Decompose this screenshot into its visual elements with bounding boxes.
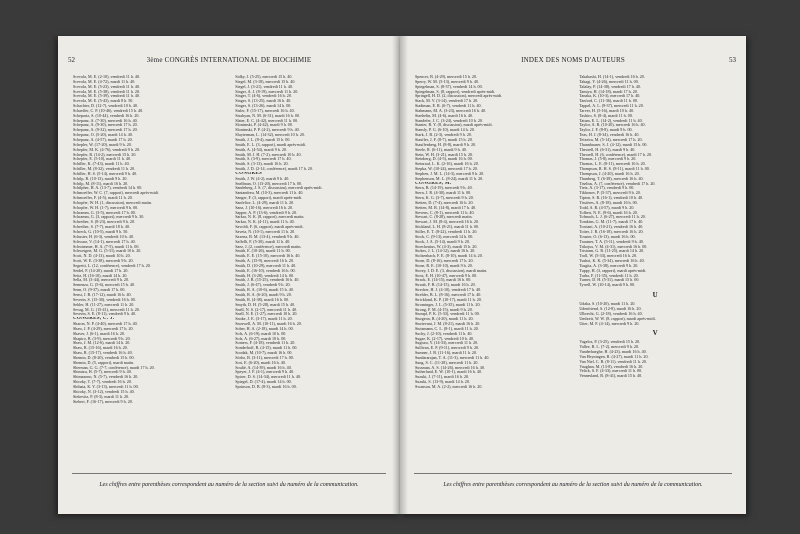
index-entry: Taylor, J. F. (8-8), mardi 9 h. 00.: [579, 128, 633, 133]
index-entry: Sturtevant, J. M. (8-21), mardi 16 h. 20.: [415, 322, 481, 327]
index-entry: Schepfer, R. (14-2), mercredi 15 h. 20.: [73, 152, 137, 157]
left-page-number: 52: [68, 56, 75, 64]
index-entry: Schiller, M. (8-32), vendredi 11 h. 20.: [73, 167, 136, 172]
index-entry: Schilp, R. (10-13), mardi 9 h. 20.: [73, 176, 128, 181]
index-entry: Sharon, N. P. (4-40), mercredi 17 h. 40.: [73, 322, 138, 327]
index-entry: Suzuki, S. (13-9), mardi 14 h. 20.: [415, 380, 470, 385]
index-entry: Spiegel, D. (17-4), mardi 14 h. 00.: [235, 380, 292, 385]
index-entry: Smith, E. E. (15-10), mercredi 16 h. 40.: [235, 254, 301, 259]
index-entry: Sori, E. (6-20), mardi 16 h. 40.: [235, 360, 286, 365]
index-entry: Steele, R. (6-11), mardi 9 h. 40.: [415, 147, 467, 152]
index-entry: Smyth, D. H. (5-28), mardi 15 h. 40.: [235, 302, 296, 307]
index-entry: Smith, J. D. (2-14, conférence), mardi 17 h. 20.: [235, 167, 313, 172]
index-entry: Sprinson, D. B. (8-3), mardi 16 h. 00.: [235, 385, 297, 389]
index-entry: Utter, M. F. (4-14), mercredi 9 h. 20.: [579, 321, 640, 326]
index-entry: Smith, E. (10-26), mardi 11 h. 00.: [235, 249, 291, 254]
index-entry: Shemin, D. (8-20), vendredi 15 h. 00.: [73, 355, 135, 360]
left-running-title: 3ème CONGRÈS INTERNATIONAL DE BIOCHIMIE: [146, 56, 312, 64]
index-entry: Stiller, E. T. (8-22), vendredi 11 h. 20.: [415, 230, 478, 234]
index-entry: Tyrrell, W. (10-14), mardi 9 h. 00.: [579, 283, 636, 288]
index-entry: Vaughan, M. (13-8), vendredi 16 h. 20.: [579, 364, 644, 369]
index-entry: Sanfelice, L. (4-29), mardi 11 h. 20.: [235, 200, 295, 205]
index-entry: Schiller, H. S. (5-14), mercredi 9 h. 40.: [73, 171, 138, 176]
index-entry: Shiroky, N. (3-12), vendredi 15 h. 40.: [73, 389, 135, 394]
index-entry: Smith, A. (15-9), mercredi 16 h. 20.: [235, 259, 295, 264]
index-entry: Sols, A. (6-19), mardi 10 h. 00.: [235, 331, 287, 336]
index-entry: Stern, J. R. (4-30), mardi 11 h. 00.: [415, 191, 472, 196]
index-entry: Stepka, W. (10-24), mercredi 17 h. 20.: [415, 167, 478, 172]
index-entry: Tomkins, G. M. (11-7), mardi 17 h. 40.: [579, 220, 644, 225]
index-entry: Sanz, J. (10-16), mercredi 16 h. 20.: [235, 205, 294, 210]
index-entry: Trikojus, V. M. (4-31), mercredi 16 h. 00.: [579, 244, 648, 249]
index-entry: Tristram, G. R. (11-25), mardi 14 h. 20.: [579, 249, 645, 254]
index-entry: Stumpf, P. K. (5-33), vendredi 11 h. 00.: [415, 312, 480, 317]
index-entry: Schilp, M. (8-11), mardi 16 h. 20.: [73, 181, 129, 186]
index-entry: Shaw, J. M. (12-6), mardi 14 h. 20.: [73, 341, 131, 346]
index-entry: Smith, J. B. (15-25), vendredi 16 h. 40.: [235, 278, 300, 283]
index-entry: Siegel, M. (3-18), mercredi 15 h. 40.: [235, 79, 296, 84]
index-entry: Sanger, F. (3, rapport), mardi après-midi.: [235, 196, 303, 201]
index-entry: Shaw, R. (15-16), mardi 16 h. 20.: [73, 346, 128, 351]
index-entry: Van Heyningen, R. (4-27), mardi 11 h. 20.: [579, 354, 649, 359]
index-entry: Stern, B. (14-19), mercredi 9 h. 40.: [415, 186, 473, 191]
index-entry: Schepanz, A. (9-30), mercredi 17 h. 20.: [73, 123, 138, 128]
index-entry: Theorell, H. (6-31), mardi 9 h. 40.: [579, 147, 636, 152]
index-entry: Sugiura, Y. (14-33), mercredi 11 h. 20.: [415, 341, 479, 346]
index-entry: Suzuki, J. (7-11), mardi 16 h. 20.: [415, 375, 470, 380]
index-entry: Thompson, J. (4-20), mardi 16 h. 20.: [579, 171, 640, 176]
index-entry: Tuppy, H. (3, rapport), mardi après-midi.: [579, 268, 647, 273]
index-entry: Sapper, A. P. (13-6), vendredi 9 h. 20.: [235, 210, 298, 215]
index-entry: Stewart, J. M. (8-4), mercredi 16 h. 20.: [415, 220, 480, 225]
index-entry: Tietz, A. (3-17), vendredi 9 h. 00.: [579, 186, 635, 191]
index-entry: Tappel, A. L. (9-37), mercredi 11 h. 20.: [579, 104, 644, 109]
index-entry: Velick, S. F. (4-33), mercredi 11 h. 00.: [579, 369, 643, 374]
index-entry: Siegel, J. (3-21), vendredi 11 h. 40.: [235, 84, 293, 89]
index-entry: Smith, R. (4-38), mardi 16 h. 00.: [235, 297, 290, 302]
index-entry: Stock, C. (9-13), mercredi 14 h. 00.: [415, 234, 474, 239]
index-entry: Scott, N. D. (4-13), mardi 10 h. 20.: [73, 254, 131, 259]
index-entry: Singer, S. (13-25), mardi 16 h. 40.: [235, 99, 292, 104]
index-entry: Springell, H. D. (2, discussion), mercredi après-midi.: [415, 94, 503, 99]
index-entry: Stewart, C. (8-28), mercredi matin.: [415, 215, 473, 220]
index-entry: Smith, H. (3-28), vendredi 14 h. 00.: [235, 273, 295, 278]
right-page-number: 53: [729, 56, 736, 64]
index-entry: Stauffer, J. F. (8-7), mardi 15 h. 20.: [415, 137, 473, 142]
index-entry: Slonimski, P. (4-42), mardi 9 h. 00.: [235, 123, 293, 128]
index-entry: Speyer, J. F. (4-1), mercredi 9 h. 40.: [235, 370, 295, 375]
index-entry: Vagelos, P. (3-25), vendredi 15 h. 20.: [579, 340, 641, 345]
index-entry: Todd, A. R. (4-57), mardi 9 h. 20.: [579, 205, 635, 210]
index-entry: Thannhauser, S. J. (4-12), mardi 15 h. 00.: [579, 142, 648, 147]
index-entry: Tiselius, A. (7, conférence), vendredi 17 h. 20.: [579, 181, 656, 186]
index-entry: Siekevitz, P. (8-3), mardi 11 h. 20.: [73, 394, 130, 399]
index-entry: Vennesland, B. (8-41), mardi 15 h. 40.: [579, 374, 643, 379]
book-gutter-shadow: [392, 36, 408, 514]
index-entry: Smith, M. J. H. (7-2), mercredi 10 h. 40.: [235, 152, 302, 157]
index-entry: Severin, S. E. (8-11), vendredi 9 h. 40.: [73, 312, 137, 317]
left-column-b: [235, 75, 385, 473]
index-entry: Santandreu, M. (10-3), mercredi 11 h. 40.: [235, 191, 304, 196]
index-entry: Strickland, K. P. (10-17), mardi 11 h. 20.: [415, 297, 482, 302]
index-entry: Shimazono, N. (5-7), vendredi 16 h. 20.: [73, 375, 139, 380]
index-entry: Sumner, J. B. (11-16), mardi 11 h. 20.: [415, 351, 477, 356]
index-entry: Touster, O. (6-13), mardi 16 h. 00.: [579, 234, 636, 239]
index-entry: Scevola, M. E. (5-38), vendredi 11 h. 20.: [73, 89, 141, 94]
index-entry: Smith, S. (3-9), mercredi 17 h. 40.: [235, 157, 292, 162]
index-entry: Stern, K. G. (3-7), mercredi 9 h. 20.: [415, 196, 474, 201]
right-footnote: Les chiffres entre parenthèses correspondent au numéro de la section suivi du numéro de la communication.: [443, 482, 703, 488]
index-entry: Sevag, M. G. (15-41), mercredi 11 h. 20.: [73, 307, 140, 312]
index-entry: Strecker, H. J. (4-10), vendredi 17 h. 40.: [415, 288, 482, 293]
right-column-b: [579, 75, 731, 473]
index-entry: Shibata, K. Y. (3-13), mercredi 11 h. 00.: [73, 385, 139, 389]
index-entry: Standefer, J. C. (3-24), vendredi 10 h. 20.: [415, 118, 483, 123]
index-entry: Thomas, L. E. (8-11), mercredi 16 h. 20.: [579, 162, 646, 167]
index-entry: Stutzmann, C. L. (8-1), mardi 11 h. 20.: [415, 326, 479, 331]
index-entry: Stephen, J. M. L. (14-3), mercredi 9 h. 20.: [415, 171, 485, 176]
index-entry: Smith, J. L. (8-4), mardi 15 h. 00.: [235, 137, 291, 142]
index-entry: Tamiya, H. (14-18), mardi 17 h. 20.: [579, 89, 638, 94]
index-entry: Schiller, K. (7-43), mardi 11 h. 40.: [73, 162, 130, 167]
index-entry: Saez, J. (2, conférence), mercredi matin.: [235, 244, 302, 249]
index-entry: Sella, M. (3-44), mercredi 9 h. 20.: [73, 278, 130, 283]
section-letter: [579, 326, 731, 340]
index-entry: Shaw, R. (15-17), vendredi 16 h. 40.: [73, 351, 133, 356]
index-entry: Smith, J. (6-47), vendredi 9 h. 20.: [235, 283, 291, 288]
index-entry: Thomas, J. (5-8), mercredi 9 h. 20.: [579, 157, 637, 162]
index-entry: Sugae, K. (2-17), vendredi 10 h. 40.: [415, 336, 475, 341]
index-entry: Taylor, A. R. (10-20), mercredi 16 h. 40.: [579, 123, 646, 128]
index-entry: Schuster, H. (6-3), vendredi 10 h. 40.: [73, 234, 134, 239]
index-entry: Teas, H. J. (8-34), vendredi 16 h. 40.: [579, 133, 640, 138]
index-entry: Tsuboi, K. K. (5-34), mercredi 16 h. 40.: [579, 259, 645, 264]
index-entry: Stokes, J. L. (14-12), mardi 16 h. 20.: [415, 249, 476, 254]
index-entry: Stack, M. V. (3-14), vendredi 17 h. 20.: [415, 99, 479, 104]
index-entry: Tarver, H. (5-16), mardi 10 h. 40.: [579, 108, 635, 113]
index-entry: Shapiro, B. (3-9), mercredi 9 h. 20.: [73, 336, 131, 341]
index-entry: Sutherland, E. W. (10-1), mardi 16 h. 40.: [415, 370, 482, 375]
index-entry: Theorell, H. (6, conférence), mardi 17 h. 20.: [579, 152, 652, 157]
index-entry: Stahmann, M. A. (3-23), mercredi 16 h. 40.: [415, 108, 487, 113]
index-entry: Shiroky, T. (7-7), vendredi 16 h. 20.: [73, 380, 132, 385]
index-entry: CONGRÈS, M.: [415, 181, 452, 186]
index-entry: Sörbo, B. (3-11), mercredi 17 h. 00.: [235, 355, 294, 360]
index-entry: Sisler, F. (15-17), mercredi 16 h. 40.: [235, 108, 295, 113]
index-entry: Udenfriend, S. (12-8), mardi 16 h. 20.: [579, 306, 642, 311]
index-entry: Schepfer, M. K. (4-76), vendredi 9 h. 20.: [73, 147, 141, 152]
index-entry: Sluyterman, L. (14-32), mercredi 10 h. 20.: [235, 133, 305, 138]
index-entry: Tanford, C. (11-36), mardi 11 h. 00.: [579, 99, 638, 104]
index-entry: Sundararajan, T. A. (11-3), mercredi 11 h. 40.: [415, 355, 490, 360]
index-entry: Senn, O. (9-37), mardi 17 h. 00.: [73, 288, 126, 293]
index-entry: Sensi, J. B. (17-12), mardi 16 h. 40.: [73, 292, 132, 297]
index-entry: Schilpher, H. A. (13-7), vendredi 14 h. 00.: [73, 186, 143, 191]
index-entry: Scevola, M. E. (5-23), vendredi 11 h. 40.: [73, 84, 141, 89]
index-entry: Vanderhaeghe, H. (4-23), mardi 16 h. 40.: [579, 350, 647, 355]
index-entry: Smith, D. (10-29), mercredi 11 h. 40.: [235, 263, 297, 268]
index-entry: Turner, D. H. (5-31), mardi 15 h. 00.: [579, 278, 640, 283]
index-entry: Seitz, H. (16-10), mardi 14 h. 20.: [73, 273, 128, 278]
index-entry: Severin, S. (15-30), vendredi 16 h. 00.: [73, 297, 136, 302]
index-entry: Stadtman, E. R. (6-7), vendredi 11 h. 40.: [415, 104, 482, 109]
index-entry: Ulbrecht, G. (2-18), vendredi 16 h. 40.: [579, 311, 643, 316]
index-entry: Schweigert, M. G. (5-31), mardi 10 h. 20.: [73, 249, 142, 254]
index-entry: Schramm, G. (3, rapport), mercredi 9 h. 30.: [73, 215, 145, 220]
index-entry: Vallee, B. L. (7-2), mercredi 9 h. 20.: [579, 345, 640, 350]
right-page: [400, 36, 746, 514]
index-entry: Stotz, E. H. (10-47), mercredi 9 h. 00.: [415, 273, 478, 278]
index-entry: Singer, S. (13-26), mardi 14 h. 00.: [235, 104, 292, 109]
index-entry: Straub, F. B. (14-15), mardi 16 h. 20.: [415, 283, 476, 288]
index-entry: Sarkar, N. K. (4-11), mardi 11 h. 40.: [235, 220, 295, 225]
index-entry: Singer, A. J. (8-19), mercredi 11 h. 20.: [235, 89, 299, 94]
index-entry: Totter, J. R. (16-18), mercredi 16 h. 20.: [579, 230, 644, 234]
index-entry: Saxena, B. M. (13-4), vendredi 9 h. 40.: [235, 234, 300, 239]
index-entry: Segretti, L. (12, conférence), vendredi 17 h. 20.: [73, 263, 151, 268]
index-entry: Steinrauf, L. K. (2-16), mardi 16 h. 20.: [415, 162, 479, 167]
index-entry: Somers, F. (4-18), vendredi 11 h. 20.: [235, 341, 296, 346]
index-entry: Stephenson, M. L. (8-24), mardi 11 h. 20.: [415, 176, 484, 181]
index-entry: Spicer, D. S. (14-34), mercredi 11 h. 40.: [235, 375, 301, 380]
index-entry: Spencer, B. (4-29), mercredi 15 h. 20.: [415, 75, 478, 79]
index-entry: Schepartz, S. (10-44), vendredi 16 h. 20.: [73, 113, 140, 118]
index-entry: Thompson, R. H. S. (8-11), mardi 11 h. 00.: [579, 167, 650, 172]
index-entry: Spiegelman, S. (8-37), vendredi 14 h. 00.: [415, 84, 483, 89]
index-entry: Stickland, L. H. (8-21), mardi 11 h. 00.: [415, 225, 480, 230]
left-columns: [73, 75, 385, 473]
index-entry: Stauffenberg, H. (8-8), mardi 9 h. 20.: [415, 142, 477, 147]
index-entry: Spiegelman, S. (8, rapport), vendredi après-midi.: [415, 89, 496, 94]
index-entry: Sullivan, E. P. (9-11), mercredi 9 h. 20.: [415, 346, 480, 351]
index-entry: Snoke, J. E. (3-17), mardi 11 h. 20.: [235, 317, 293, 322]
index-entry: Tolbert, N. E. (9-6), mardi 16 h. 20.: [579, 210, 638, 215]
index-entry: Schepler, W. (17-20), mardi 9 h. 20.: [73, 142, 132, 147]
index-entry: Torriani, A. (10-21), vendredi 16 h. 40.: [579, 225, 644, 230]
index-entry: Sandeberg, J. S. (7, discussion), mercredi après-midi.: [235, 186, 323, 191]
index-entry: Schramm, G. (3-5), mercredi 17 h. 00.: [73, 210, 136, 215]
index-entry: Schaeffer, C. P. (10-46), vendredi 15 h. 40.: [73, 108, 144, 113]
index-entry: Strominger, J. L. (5-35), mardi 11 h. 20.: [415, 302, 481, 307]
index-entry: Schreiber, S. (7-7), mardi 18 h. 40.: [73, 225, 131, 230]
index-entry: Smith, E. (16-10), vendredi 16 h. 00.: [235, 268, 296, 273]
index-entry: Schepanz, A. (9-32), mercredi 17 h. 20.: [73, 128, 138, 133]
left-footnote: Les chiffres entre parenthèses correspondent au numéro de la section suivi du numéro de la communication.: [99, 482, 359, 488]
index-entry: Scott, W. E. (3-38), mercredi 9 h. 20.: [73, 259, 134, 264]
index-entry: Stone, D. (8-16), mercredi 17 h. 20.: [415, 259, 474, 264]
index-entry: Van Niel, C. B. (8-11), vendredi 11 h. 20.: [579, 359, 648, 364]
index-entry: Tatum, E. L. (14-2), vendredi 11 h. 40.: [579, 118, 643, 123]
index-entry: Schopfer, W. H. (1-7), mercredi 9 h. 00.: [73, 205, 139, 210]
index-entry: Tanaka, K. (10-3), mercredi 17 h. 40.: [579, 94, 641, 99]
section-letter-text: V: [652, 329, 658, 338]
index-entry: Tikhonov, P. (5-37), mercredi 9 h. 20.: [579, 191, 641, 196]
index-entry: Storey, I. D. E. (3, discussion), mardi matin.: [415, 268, 488, 273]
index-entry: Semenza, G. (5-6), mercredi 15 h. 40.: [73, 283, 135, 288]
index-entry: Smith, J. W. (4-2), mardi 9 h. 40.: [235, 176, 290, 181]
index-entry: Schepanz, A. (4-57), mardi 17 h. 20.: [73, 137, 133, 142]
index-entry: Tolmach, L. J. (6-27), mercredi 11 h. 20.: [579, 215, 646, 220]
index-entry: Strong, F. M. (4-15), mardi 9 h. 20.: [415, 307, 473, 312]
index-entry: Scevola, M. E. (2-10), vendredi 11 h. 40.: [73, 75, 141, 79]
index-entry: Shaw, J. P. (4-29), mercredi 17 h. 20.: [73, 326, 134, 331]
index-entry: Sonderhoff, R. (4-15), mardi 11 h. 00.: [235, 346, 298, 351]
index-entry: Snell, N. S. (2-17), mercredi 11 h. 40.: [235, 307, 298, 312]
index-entry: Staehelin, M. (4-6), mardi 16 h. 40.: [415, 113, 474, 118]
index-entry: Tissières, A. (8-18), mardi 16 h. 00.: [579, 200, 638, 205]
index-entry: Smith, A. (4-54), mardi 9 h. 20.: [235, 147, 287, 152]
section-letter: [579, 288, 731, 302]
index-entry: Schwarz, V. (14-1), mercredi 17 h. 40.: [73, 239, 136, 244]
index-entry: Tashiro, S. (8-4), mardi 11 h. 00.: [579, 113, 633, 118]
index-entry: Stetten, D. (7-4), mercredi 16 h. 20.: [415, 200, 474, 205]
right-columns: [415, 75, 731, 473]
index-entry: Schepfer, E. (5-10), mardi 11 h. 40.: [73, 157, 132, 162]
index-entry: Swanson, M. A. (2-2), mercredi 16 h. 20.: [415, 385, 483, 389]
index-entry: Scevola, M. E. (5-43), mardi 8 h. 50.: [73, 99, 134, 104]
index-entry: Schachter, D. (12-7), vendredi 10 h. 40.: [73, 104, 138, 109]
index-entry: Steinberg, D. (4-5), mardi 16 h. 00.: [415, 157, 473, 162]
index-entry: Stone, R. E. (10-10), mardi 9 h. 20.: [415, 263, 473, 268]
index-entry: Schwimmer, H. A. (7-5), mardi 11 h. 00.: [73, 244, 140, 249]
index-entry: Tipton, S. R. (16-1), vendredi 10 h. 40.: [579, 196, 644, 201]
section-letter-text: U: [652, 291, 658, 300]
index-entry: CONGRÈS: [235, 171, 263, 176]
index-entry: Umbreit, W. W. (8, rapport), mardi après-midi.: [579, 316, 656, 321]
index-entry: Snell, N. E. (1-27), mercredi 10 h. 20.: [235, 312, 298, 317]
index-entry: Singer, T. (4-6), vendredi 16 h. 20.: [235, 94, 292, 99]
index-entry: Stansly, P. G. (6-10), mardi 14 h. 20.: [415, 128, 475, 133]
left-column-a: [73, 75, 223, 473]
index-entry: Sperry, W. M. (5-13), mercredi 9 h. 40.: [415, 79, 479, 84]
index-entry: Sarkar, N. K. (8, rapport), mercredi matin.: [235, 215, 305, 220]
index-entry: Stark, J. B. (2-3), vendredi 9 h. 20.: [415, 133, 472, 138]
index-entry: Turba, F. (11-35), vendredi 11 h. 20.: [579, 273, 639, 278]
index-entry: Strehler, B. L. (8-16), mercredi 17 h. 40.: [415, 292, 482, 297]
index-entry: Savoldi, F. (6, rapport), mardi après-midi.: [235, 225, 304, 230]
index-entry: Scevola, M. E. (5-39), vendredi 11 h. 40.: [73, 94, 141, 99]
index-entry: Smith, S. (3-13), mardi 16 h. 20.: [235, 162, 289, 167]
index-entry: Slonimski, P. P. (4-2), mercredi 9 h. 40.: [235, 128, 300, 133]
index-entry: Saffelli, F. (5-30), mardi 11 h. 40.: [235, 239, 291, 244]
index-entry: Takahashi, H. (14-1), vendredi 16 h. 20.: [579, 75, 645, 79]
index-entry: Sherman, G. G. (7-7, conférence), mardi 17 h. 20.: [73, 365, 155, 370]
index-entry: Seidel, F. (14-20), mardi 17 h. 20.: [73, 268, 129, 273]
left-page: [58, 36, 400, 514]
index-entry: Siebert, F. (16-17), mercredi 9 h. 20.: [73, 399, 133, 404]
index-entry: Smith, R. A. (6-20), mardi 9 h. 20.: [235, 292, 292, 297]
index-entry: Strack, E. (14-15), mardi 16 h. 00.: [415, 278, 472, 283]
index-entry: Shemin, D. (5, rapport), mardi matin.: [73, 360, 135, 365]
index-entry: Stein, W. H. (3-21), mardi 15 h. 20.: [415, 152, 474, 157]
index-entry: Stevens, C. (8-1), mercredi 11 h. 40.: [415, 210, 475, 215]
index-entry: Schreck, G. (10-5), mardi 9 h. 50.: [73, 230, 129, 234]
index-entry: Sols, A. (6-27), mardi 10 h. 00.: [235, 336, 287, 341]
index-entry: Sisakyan, N. M. (6-31), mardi 16 h. 00.: [235, 113, 300, 118]
index-entry: Sekler, H. (11-27), mercredi 11 h. 20.: [73, 302, 135, 307]
index-entry: Sober, H. A. (2-18), mardi 14 h. 00.: [235, 326, 294, 331]
index-entry: Thunberg, T. (6-38), mercredi 16 h. 40.: [579, 176, 644, 181]
index-entry: Shaver, J. (6-1), mardi 16 h. 20.: [73, 331, 126, 336]
index-entry: Smith, R. A. (10-6), mardi 15 h. 40.: [235, 288, 294, 293]
index-entry: Schmoeffer, F. (4-5), mardi 11 h. 20.: [73, 196, 133, 201]
index-entry: Sturgeon, B. (4-20), mardi 11 h. 20.: [415, 317, 474, 322]
index-entry: Sidky, J. (5-25), mercredi 15 h. 40.: [235, 75, 293, 79]
index-entry: Soulié, A. (14-39), mardi 16 h. 40.: [235, 365, 292, 370]
right-running-title: INDEX DES NOMS D'AUTEURS: [521, 56, 625, 64]
index-entry: Schepanz, A. (7-30), mercredi 16 h. 40.: [73, 118, 138, 123]
index-entry: Schreiber, S. (8-23), mercredi 9 h. 20.: [73, 220, 136, 225]
index-entry: Stanier, R. Y. (8, discussion), mardi après-midi.: [415, 123, 493, 128]
index-entry: Udaka, S. (10-20), mardi 11 h. 20.: [579, 302, 636, 307]
index-entry: Slater, E. C. (4-42), mercredi 11 h. 00.: [235, 118, 299, 123]
right-column-a: [415, 75, 567, 473]
left-footnote-rule: [72, 473, 386, 474]
index-entry: Stolzenbach, F. E. (8-10), mardi 14 h. 20.: [415, 254, 483, 259]
index-entry: Shimizu, H. (5-7), mercredi 9 h. 40.: [73, 370, 132, 375]
right-footnote-rule: [414, 473, 732, 474]
index-entry: Troll, W. (5-33), mercredi 16 h. 20.: [579, 254, 638, 259]
index-entry: Snellman, O. (13-20), mercredi 17 h. 00.: [235, 181, 302, 186]
index-entry: Schepanz, O. (5-20), mardi 14 h. 40.: [73, 133, 133, 138]
index-entry: Schopfer, W. H. (1, discussion), mercredi matin.: [73, 200, 152, 205]
index-entry: Trautner, T. A. (5-11), vendredi 9 h. 40.: [579, 239, 644, 244]
index-entry: Soodak, M. (10-7), mardi 16 h. 00.: [235, 351, 293, 356]
index-entry: Snoswell, A. M. (10-11), mardi 16 h. 20.: [235, 322, 302, 327]
index-entry: Saveta, N. (10-1), mercredi 11 h. 20.: [235, 230, 296, 234]
index-entry: Stetten, M. R. (14-8), mardi 17 h. 40.: [415, 205, 477, 210]
index-entry: Teixeira, M. (5-14), mercredi 17 h. 20.: [579, 137, 643, 142]
index-entry: Smith, E. L. (3, rapport), mardi après-midi.: [235, 142, 306, 147]
index-entry: Sung, S. C. (11-28), mercredi 11 h. 20.: [415, 360, 479, 365]
index-entry: Talalay, P. (14-38), vendredi 17 h. 40.: [579, 84, 641, 89]
index-entry: Takagi, Y. (4-26), mercredi 11 h. 00.: [579, 79, 639, 84]
index-entry: Sussman, A. S. (14-26), mercredi 16 h. 40.: [415, 365, 485, 370]
index-entry: Stoeckenius, W. (4-3), mardi 15 h. 20.: [415, 244, 478, 249]
index-entry: Scevola, M. E. (4-72), mardi 11 h. 40.: [73, 79, 136, 84]
index-entry: Suchy, J. (2-10), vendredi 11 h. 40.: [415, 331, 473, 336]
index-entry: Schmoeffer, W. C. (7, rapport), mercredi après-midi.: [73, 191, 159, 196]
index-entry: Tsugita, A. (3-38), mercredi 9 h. 20.: [579, 263, 639, 268]
index-entry: Stock, J. A. (5-14), mardi 9 h. 20.: [415, 239, 470, 244]
index-entry: CONGRÈS, C. J.: [73, 317, 115, 322]
